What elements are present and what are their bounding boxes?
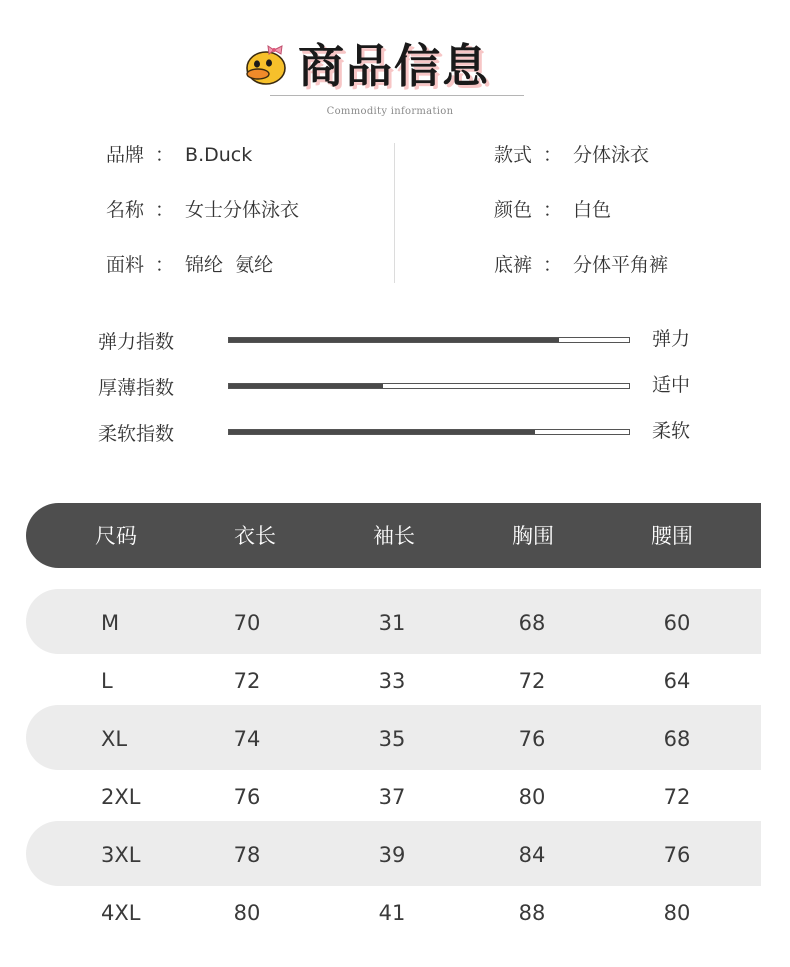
meter-end-label: 适中: [652, 374, 691, 396]
cell-length: 80: [233, 901, 261, 925]
info-item-brand: [106, 143, 252, 167]
info-separator: ：: [155, 144, 175, 166]
cell-size: M: [101, 611, 120, 635]
table-row: [26, 647, 761, 712]
title-divider: [270, 95, 524, 96]
meter-softness: [0, 419, 790, 449]
meter-track: [228, 383, 630, 389]
cell-waist: 80: [663, 901, 691, 925]
info-separator: ：: [155, 199, 175, 221]
info-key: 款式: [494, 144, 533, 166]
info-value: 白色: [573, 199, 612, 221]
meter-track: [228, 429, 630, 435]
cell-waist: 72: [663, 785, 691, 809]
info-item-fabric: [106, 253, 273, 277]
table-row: [26, 821, 761, 886]
cell-size: L: [101, 669, 113, 693]
info-separator: ：: [543, 254, 563, 276]
duck-mascot-icon: [244, 44, 290, 86]
page-title: 商品信息: [298, 39, 490, 93]
cell-size: 2XL: [101, 785, 141, 809]
info-separator: ：: [543, 199, 563, 221]
info-separator: ：: [543, 144, 563, 166]
info-item-style: [494, 143, 649, 167]
cell-size: 3XL: [101, 843, 141, 867]
table-row: [26, 763, 761, 828]
info-key: 面料: [106, 254, 145, 276]
cell-sleeve: 41: [378, 901, 406, 925]
cell-length: 76: [233, 785, 261, 809]
info-key: 颜色: [494, 199, 533, 221]
meter-thickness: [0, 373, 790, 403]
meter-end-label: 弹力: [652, 328, 691, 350]
cell-bust: 76: [518, 727, 546, 751]
table-row: [26, 589, 761, 654]
cell-bust: 84: [518, 843, 546, 867]
cell-bust: 80: [518, 785, 546, 809]
info-item-color: [494, 198, 611, 222]
cell-waist: 64: [663, 669, 691, 693]
cell-waist: 76: [663, 843, 691, 867]
cell-size: 4XL: [101, 901, 141, 925]
cell-sleeve: 39: [378, 843, 406, 867]
info-value: 分体平角裤: [573, 254, 669, 276]
info-value: 女士分体泳衣: [185, 199, 300, 221]
info-key: 名称: [106, 199, 145, 221]
meter-label: 厚薄指数: [98, 377, 175, 399]
cell-sleeve: 31: [378, 611, 406, 635]
cell-waist: 60: [663, 611, 691, 635]
column-header-size: 尺码: [95, 524, 137, 548]
cell-length: 74: [233, 727, 261, 751]
cell-waist: 68: [663, 727, 691, 751]
page-header: [0, 30, 790, 130]
info-key: 底裤: [494, 254, 533, 276]
column-header-sleeve: 袖长: [373, 524, 415, 548]
meter-fill: [229, 384, 383, 388]
info-item-bottoms: [494, 253, 668, 277]
column-header-bust: 胸围: [512, 524, 554, 548]
info-separator: ：: [155, 254, 175, 276]
cell-size: XL: [101, 727, 128, 751]
info-key: 品牌: [106, 144, 145, 166]
cell-length: 70: [233, 611, 261, 635]
info-value: 分体泳衣: [573, 144, 650, 166]
cell-bust: 88: [518, 901, 546, 925]
cell-sleeve: 35: [378, 727, 406, 751]
cell-length: 72: [233, 669, 261, 693]
meter-label: 柔软指数: [98, 423, 175, 445]
column-header-length: 衣长: [234, 524, 276, 548]
meter-label: 弹力指数: [98, 331, 175, 353]
page-subtitle: Commodity information: [326, 106, 454, 117]
size-table-header: [26, 503, 761, 568]
meter-track: [228, 337, 630, 343]
cell-bust: 68: [518, 611, 546, 635]
info-value: B.Duck: [185, 144, 253, 166]
meter-fill: [229, 338, 559, 342]
info-value: 锦纶 氨纶: [185, 254, 274, 276]
cell-length: 78: [233, 843, 261, 867]
meter-end-label: 柔软: [652, 420, 691, 442]
cell-bust: 72: [518, 669, 546, 693]
table-row: [26, 879, 761, 944]
cell-sleeve: 33: [378, 669, 406, 693]
table-row: [26, 705, 761, 770]
info-item-name: [106, 198, 299, 222]
cell-sleeve: 37: [378, 785, 406, 809]
info-column-divider: [394, 143, 395, 283]
meter-fill: [229, 430, 535, 434]
meter-elasticity: [0, 327, 790, 357]
column-header-waist: 腰围: [651, 524, 693, 548]
